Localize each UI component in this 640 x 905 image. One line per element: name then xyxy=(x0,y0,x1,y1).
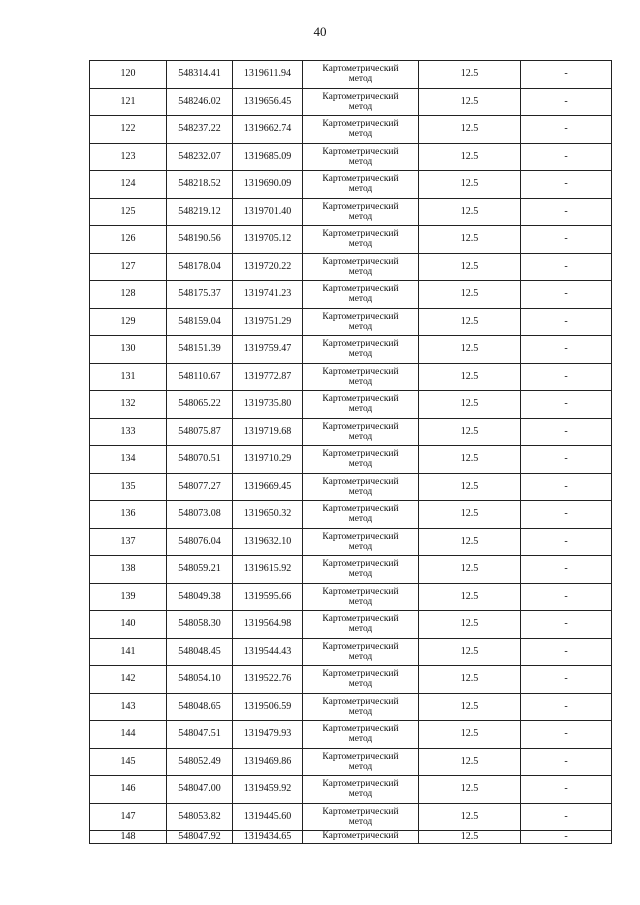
point-number-cell: 135 xyxy=(90,473,167,501)
method-cell xyxy=(303,418,419,446)
table-row xyxy=(90,363,612,391)
note-cell: - xyxy=(521,88,612,116)
note-cell: - xyxy=(521,226,612,254)
point-number-cell: 138 xyxy=(90,556,167,584)
accuracy-cell: 12.5 xyxy=(419,418,521,446)
x-coordinate-cell: 548110.67 xyxy=(167,363,233,391)
method-line1: Картометрический xyxy=(322,394,399,405)
method-cell xyxy=(303,281,419,309)
y-coordinate-cell: 1319710.29 xyxy=(233,446,303,474)
method-cell xyxy=(303,501,419,529)
accuracy-cell: 12.5 xyxy=(419,693,521,721)
table-row xyxy=(90,61,612,89)
method-cell xyxy=(303,473,419,501)
method-line1: Картометрический xyxy=(322,531,399,542)
method-line1: Картометрический xyxy=(322,91,399,102)
method-cell xyxy=(303,721,419,749)
table-row xyxy=(90,528,612,556)
x-coordinate-cell: 548047.51 xyxy=(167,721,233,749)
note-cell: - xyxy=(521,446,612,474)
method-line1: Картометрический xyxy=(322,146,399,157)
x-coordinate-cell: 548219.12 xyxy=(167,198,233,226)
method-line2: метод xyxy=(348,321,373,332)
accuracy-cell: 12.5 xyxy=(419,171,521,199)
accuracy-cell: 12.5 xyxy=(419,391,521,419)
method-cell xyxy=(303,748,419,776)
table-row xyxy=(90,226,612,254)
accuracy-cell: 12.5 xyxy=(419,473,521,501)
table-row xyxy=(90,693,612,721)
y-coordinate-cell: 1319751.29 xyxy=(233,308,303,336)
method-cell xyxy=(303,171,419,199)
point-number-cell: 144 xyxy=(90,721,167,749)
note-cell: - xyxy=(521,583,612,611)
y-coordinate-cell: 1319719.68 xyxy=(233,418,303,446)
x-coordinate-cell: 548159.04 xyxy=(167,308,233,336)
table-row xyxy=(90,748,612,776)
x-coordinate-cell: 548314.41 xyxy=(167,61,233,89)
point-number-cell: 130 xyxy=(90,336,167,364)
method-line1: Картометрический xyxy=(322,229,399,240)
accuracy-cell: 12.5 xyxy=(419,583,521,611)
note-cell: - xyxy=(521,638,612,666)
method-line1: Картометрический xyxy=(322,586,399,597)
method-line2: метод xyxy=(348,349,373,360)
x-coordinate-cell: 548070.51 xyxy=(167,446,233,474)
method-cell xyxy=(303,116,419,144)
method-cell xyxy=(303,693,419,721)
x-coordinate-cell: 548175.37 xyxy=(167,281,233,309)
accuracy-cell: 12.5 xyxy=(419,528,521,556)
point-number-cell: 123 xyxy=(90,143,167,171)
accuracy-cell: 12.5 xyxy=(419,336,521,364)
x-coordinate-cell: 548059.21 xyxy=(167,556,233,584)
accuracy-cell: 12.5 xyxy=(419,721,521,749)
x-coordinate-cell: 548052.49 xyxy=(167,748,233,776)
method-line1: Картометрический xyxy=(322,64,399,75)
note-cell: - xyxy=(521,336,612,364)
method-cell xyxy=(303,776,419,804)
table-row xyxy=(90,611,612,639)
note-cell: - xyxy=(521,418,612,446)
y-coordinate-cell: 1319720.22 xyxy=(233,253,303,281)
method-line1: Картометрический xyxy=(322,641,399,652)
x-coordinate-cell: 548054.10 xyxy=(167,666,233,694)
y-coordinate-cell: 1319705.12 xyxy=(233,226,303,254)
point-number-cell: 120 xyxy=(90,61,167,89)
y-coordinate-cell: 1319772.87 xyxy=(233,363,303,391)
table-row xyxy=(90,116,612,144)
point-number-cell: 124 xyxy=(90,171,167,199)
method-line2: метод xyxy=(348,266,373,277)
point-number-cell: 134 xyxy=(90,446,167,474)
method-line1: Картометрический xyxy=(322,504,399,515)
accuracy-cell: 12.5 xyxy=(419,446,521,474)
accuracy-cell: 12.5 xyxy=(419,61,521,89)
x-coordinate-cell: 548049.38 xyxy=(167,583,233,611)
table-row xyxy=(90,253,612,281)
method-line2: метод xyxy=(348,156,373,167)
method-line2: метод xyxy=(348,459,373,470)
table-row xyxy=(90,88,612,116)
method-line2: метод xyxy=(348,596,373,607)
note-cell: - xyxy=(521,473,612,501)
method-line1: Картометрический xyxy=(322,284,399,295)
y-coordinate-cell: 1319656.45 xyxy=(233,88,303,116)
table-row xyxy=(90,308,612,336)
y-coordinate-cell: 1319595.66 xyxy=(233,583,303,611)
y-coordinate-cell: 1319741.23 xyxy=(233,281,303,309)
table-row xyxy=(90,473,612,501)
accuracy-cell: 12.5 xyxy=(419,116,521,144)
method-line2: метод xyxy=(348,734,373,745)
point-number-cell: 140 xyxy=(90,611,167,639)
note-cell: - xyxy=(521,611,612,639)
x-coordinate-cell: 548178.04 xyxy=(167,253,233,281)
method-line2: метод xyxy=(348,514,373,525)
method-line2: метод xyxy=(348,541,373,552)
x-coordinate-cell: 548076.04 xyxy=(167,528,233,556)
accuracy-cell: 12.5 xyxy=(419,556,521,584)
x-coordinate-cell: 548190.56 xyxy=(167,226,233,254)
x-coordinate-cell: 548151.39 xyxy=(167,336,233,364)
method-line1: Картометрический xyxy=(322,119,399,130)
method-cell xyxy=(303,198,419,226)
point-number-cell: 147 xyxy=(90,803,167,831)
method-line2: метод xyxy=(348,129,373,140)
method-cell xyxy=(303,611,419,639)
table-row xyxy=(90,583,612,611)
note-cell: - xyxy=(521,363,612,391)
note-cell: - xyxy=(521,116,612,144)
note-cell: - xyxy=(521,776,612,804)
method-line1: Картометрический xyxy=(322,831,399,841)
accuracy-cell: 12.5 xyxy=(419,198,521,226)
method-line1: Картометрический xyxy=(322,476,399,487)
method-cell xyxy=(303,803,419,831)
point-number-cell: 133 xyxy=(90,418,167,446)
method-line1: Картометрический xyxy=(322,256,399,267)
table-row xyxy=(90,446,612,474)
table-row xyxy=(90,776,612,804)
method-line1: Картометрический xyxy=(322,779,399,790)
x-coordinate-cell: 548077.27 xyxy=(167,473,233,501)
accuracy-cell: 12.5 xyxy=(419,611,521,639)
note-cell: - xyxy=(521,198,612,226)
point-number-cell: 121 xyxy=(90,88,167,116)
y-coordinate-cell: 1319506.59 xyxy=(233,693,303,721)
method-line1: Картометрический xyxy=(322,174,399,185)
method-line1: Картометрический xyxy=(322,311,399,322)
table-row xyxy=(90,666,612,694)
x-coordinate-cell: 548232.07 xyxy=(167,143,233,171)
method-line1: Картометрический xyxy=(322,366,399,377)
method-line1: Картометрический xyxy=(322,724,399,735)
method-line1: Картометрический xyxy=(322,421,399,432)
note-cell: - xyxy=(521,693,612,721)
accuracy-cell: 12.5 xyxy=(419,501,521,529)
point-number-cell: 146 xyxy=(90,776,167,804)
method-line2: метод xyxy=(348,486,373,497)
note-cell: - xyxy=(521,803,612,831)
accuracy-cell: 12.5 xyxy=(419,281,521,309)
method-cell xyxy=(303,61,419,89)
x-coordinate-cell: 548065.22 xyxy=(167,391,233,419)
method-line1: Картометрический xyxy=(322,696,399,707)
method-line2: метод xyxy=(348,74,373,85)
method-line2: метод xyxy=(348,651,373,662)
note-cell: - xyxy=(521,253,612,281)
method-cell xyxy=(303,336,419,364)
note-cell: - xyxy=(521,308,612,336)
y-coordinate-cell: 1319759.47 xyxy=(233,336,303,364)
x-coordinate-cell: 548047.92 xyxy=(167,831,233,844)
method-line1: Картометрический xyxy=(322,201,399,212)
x-coordinate-cell: 548218.52 xyxy=(167,171,233,199)
point-number-cell: 137 xyxy=(90,528,167,556)
point-number-cell: 145 xyxy=(90,748,167,776)
method-line2: метод xyxy=(348,789,373,800)
accuracy-cell: 12.5 xyxy=(419,363,521,391)
table-row xyxy=(90,391,612,419)
x-coordinate-cell: 548053.82 xyxy=(167,803,233,831)
method-line2: метод xyxy=(348,101,373,112)
point-number-cell: 129 xyxy=(90,308,167,336)
x-coordinate-cell: 548047.00 xyxy=(167,776,233,804)
method-line2: метод xyxy=(348,376,373,387)
note-cell: - xyxy=(521,721,612,749)
method-line2: метод xyxy=(348,569,373,580)
method-cell xyxy=(303,253,419,281)
method-cell xyxy=(303,363,419,391)
y-coordinate-cell: 1319459.92 xyxy=(233,776,303,804)
note-cell: - xyxy=(521,666,612,694)
table-row xyxy=(90,803,612,831)
method-line1: Картометрический xyxy=(322,751,399,762)
method-cell xyxy=(303,391,419,419)
accuracy-cell: 12.5 xyxy=(419,638,521,666)
y-coordinate-cell: 1319611.94 xyxy=(233,61,303,89)
y-coordinate-cell: 1319479.93 xyxy=(233,721,303,749)
point-number-cell: 141 xyxy=(90,638,167,666)
y-coordinate-cell: 1319434.65 xyxy=(233,831,303,844)
accuracy-cell: 12.5 xyxy=(419,776,521,804)
point-number-cell: 139 xyxy=(90,583,167,611)
method-cell xyxy=(303,666,419,694)
note-cell: - xyxy=(521,281,612,309)
method-line2: метод xyxy=(348,239,373,250)
point-number-cell: 143 xyxy=(90,693,167,721)
point-number-cell: 132 xyxy=(90,391,167,419)
x-coordinate-cell: 548246.02 xyxy=(167,88,233,116)
x-coordinate-cell: 548237.22 xyxy=(167,116,233,144)
method-line2: метод xyxy=(348,184,373,195)
point-number-cell: 128 xyxy=(90,281,167,309)
method-line2: метод xyxy=(348,761,373,772)
point-number-cell: 148 xyxy=(90,831,167,844)
note-cell: - xyxy=(521,831,612,844)
x-coordinate-cell: 548073.08 xyxy=(167,501,233,529)
method-line1: Картометрический xyxy=(322,449,399,460)
accuracy-cell: 12.5 xyxy=(419,88,521,116)
accuracy-cell: 12.5 xyxy=(419,226,521,254)
table-row xyxy=(90,171,612,199)
y-coordinate-cell: 1319469.86 xyxy=(233,748,303,776)
y-coordinate-cell: 1319662.74 xyxy=(233,116,303,144)
x-coordinate-cell: 548048.45 xyxy=(167,638,233,666)
method-cell xyxy=(303,638,419,666)
method-cell xyxy=(303,88,419,116)
y-coordinate-cell: 1319632.10 xyxy=(233,528,303,556)
y-coordinate-cell: 1319735.80 xyxy=(233,391,303,419)
note-cell: - xyxy=(521,748,612,776)
point-number-cell: 136 xyxy=(90,501,167,529)
method-cell xyxy=(303,143,419,171)
method-cell xyxy=(303,528,419,556)
method-line2: метод xyxy=(348,706,373,717)
y-coordinate-cell: 1319690.09 xyxy=(233,171,303,199)
point-number-cell: 131 xyxy=(90,363,167,391)
note-cell: - xyxy=(521,556,612,584)
x-coordinate-cell: 548048.65 xyxy=(167,693,233,721)
method-cell xyxy=(303,556,419,584)
note-cell: - xyxy=(521,501,612,529)
y-coordinate-cell: 1319615.92 xyxy=(233,556,303,584)
method-line1: Картометрический xyxy=(322,559,399,570)
method-cell xyxy=(303,583,419,611)
note-cell: - xyxy=(521,143,612,171)
method-line2: метод xyxy=(348,816,373,827)
y-coordinate-cell: 1319701.40 xyxy=(233,198,303,226)
accuracy-cell: 12.5 xyxy=(419,308,521,336)
page-number: 40 xyxy=(313,24,327,39)
table-row xyxy=(90,281,612,309)
note-cell: - xyxy=(521,391,612,419)
method-line1: Картометрический xyxy=(322,669,399,680)
table-row xyxy=(90,501,612,529)
table-row xyxy=(90,721,612,749)
note-cell: - xyxy=(521,61,612,89)
method-line2: метод xyxy=(348,431,373,442)
note-cell: - xyxy=(521,528,612,556)
method-cell xyxy=(303,831,419,844)
table-row xyxy=(90,143,612,171)
table-row xyxy=(90,336,612,364)
method-line2: метод xyxy=(348,624,373,635)
y-coordinate-cell: 1319685.09 xyxy=(233,143,303,171)
method-line2: метод xyxy=(348,211,373,222)
accuracy-cell: 12.5 xyxy=(419,748,521,776)
point-number-cell: 122 xyxy=(90,116,167,144)
method-cell xyxy=(303,308,419,336)
table-row xyxy=(90,556,612,584)
y-coordinate-cell: 1319544.43 xyxy=(233,638,303,666)
method-line2: метод xyxy=(348,294,373,305)
table-row xyxy=(90,638,612,666)
y-coordinate-cell: 1319650.32 xyxy=(233,501,303,529)
method-line1: Картометрический xyxy=(322,614,399,625)
point-number-cell: 127 xyxy=(90,253,167,281)
accuracy-cell: 12.5 xyxy=(419,831,521,844)
method-cell xyxy=(303,226,419,254)
coordinates-table xyxy=(89,60,612,844)
y-coordinate-cell: 1319564.98 xyxy=(233,611,303,639)
method-line1: Картометрический xyxy=(322,806,399,817)
y-coordinate-cell: 1319445.60 xyxy=(233,803,303,831)
accuracy-cell: 12.5 xyxy=(419,143,521,171)
method-line2: метод xyxy=(348,679,373,690)
method-line1: Картометрический xyxy=(322,339,399,350)
accuracy-cell: 12.5 xyxy=(419,253,521,281)
accuracy-cell: 12.5 xyxy=(419,803,521,831)
y-coordinate-cell: 1319522.76 xyxy=(233,666,303,694)
method-cell xyxy=(303,446,419,474)
note-cell: - xyxy=(521,171,612,199)
point-number-cell: 142 xyxy=(90,666,167,694)
table-row xyxy=(90,198,612,226)
accuracy-cell: 12.5 xyxy=(419,666,521,694)
point-number-cell: 125 xyxy=(90,198,167,226)
x-coordinate-cell: 548075.87 xyxy=(167,418,233,446)
table-row xyxy=(90,418,612,446)
y-coordinate-cell: 1319669.45 xyxy=(233,473,303,501)
x-coordinate-cell: 548058.30 xyxy=(167,611,233,639)
point-number-cell: 126 xyxy=(90,226,167,254)
method-line2: метод xyxy=(348,404,373,415)
table-row xyxy=(90,831,612,844)
